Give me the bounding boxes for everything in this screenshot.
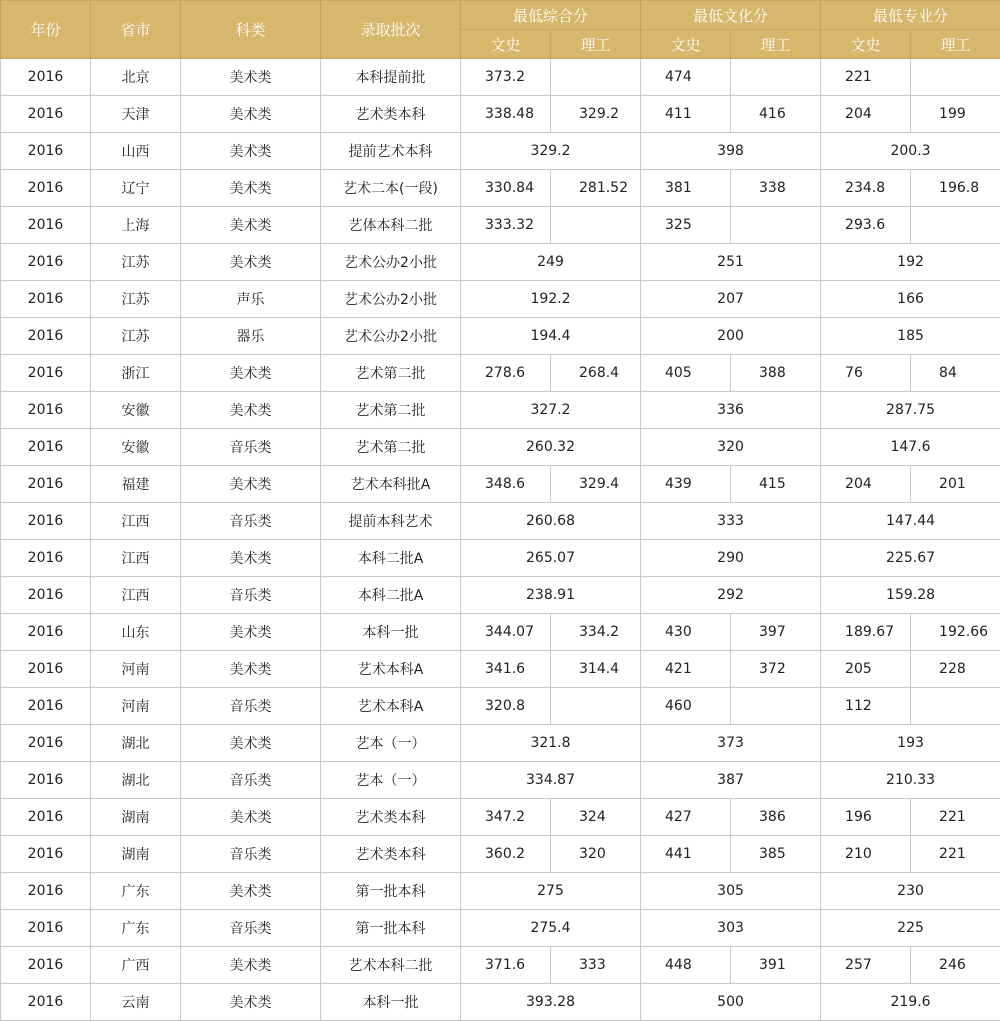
min-composite-score: 393.28	[461, 984, 641, 1021]
min-culture-score: 292	[641, 577, 821, 614]
year-cell: 2016	[1, 429, 91, 466]
year-cell: 2016	[1, 466, 91, 503]
min-major-arts: 234.8	[821, 170, 911, 207]
min-composite-score: 327.2	[461, 392, 641, 429]
min-culture-science	[731, 59, 821, 96]
batch-cell: 本科二批A	[321, 577, 461, 614]
province-cell: 浙江	[91, 355, 181, 392]
year-cell: 2016	[1, 170, 91, 207]
min-composite-science: 329.4	[551, 466, 641, 503]
province-cell: 上海	[91, 207, 181, 244]
category-cell: 美术类	[181, 947, 321, 984]
min-major-score: 287.75	[821, 392, 1000, 429]
year-cell: 2016	[1, 503, 91, 540]
min-major-arts: 221	[821, 59, 911, 96]
min-composite-science: 268.4	[551, 355, 641, 392]
min-culture-science: 372	[731, 651, 821, 688]
min-culture-science: 388	[731, 355, 821, 392]
subheader-arts: 文史	[641, 30, 731, 59]
table-row	[1, 836, 1000, 873]
table-row	[1, 133, 1000, 170]
min-culture-score: 251	[641, 244, 821, 281]
category-cell: 美术类	[181, 392, 321, 429]
header-min-culture: 最低文化分	[641, 1, 821, 30]
province-cell: 湖南	[91, 799, 181, 836]
table-row	[1, 429, 1000, 466]
category-cell: 音乐类	[181, 503, 321, 540]
category-cell: 美术类	[181, 725, 321, 762]
min-culture-arts: 441	[641, 836, 731, 873]
min-major-score: 159.28	[821, 577, 1000, 614]
province-cell: 河南	[91, 688, 181, 725]
table-row	[1, 910, 1000, 947]
min-culture-arts: 381	[641, 170, 731, 207]
batch-cell: 艺术公办2小批	[321, 244, 461, 281]
min-culture-science	[731, 688, 821, 725]
batch-cell: 艺术类本科	[321, 799, 461, 836]
min-major-arts: 196	[821, 799, 911, 836]
min-culture-score: 200	[641, 318, 821, 355]
subheader-arts: 文史	[461, 30, 551, 59]
min-composite-arts: 338.48	[461, 96, 551, 133]
table-row	[1, 651, 1000, 688]
category-cell: 美术类	[181, 651, 321, 688]
min-culture-score: 398	[641, 133, 821, 170]
batch-cell: 艺术本科二批	[321, 947, 461, 984]
year-cell: 2016	[1, 244, 91, 281]
province-cell: 江苏	[91, 281, 181, 318]
year-cell: 2016	[1, 984, 91, 1021]
batch-cell: 艺术类本科	[321, 96, 461, 133]
category-cell: 声乐	[181, 281, 321, 318]
min-culture-science: 397	[731, 614, 821, 651]
min-culture-science	[731, 207, 821, 244]
year-cell: 2016	[1, 947, 91, 984]
min-culture-science: 385	[731, 836, 821, 873]
province-cell: 广西	[91, 947, 181, 984]
category-cell: 音乐类	[181, 762, 321, 799]
min-major-score: 219.6	[821, 984, 1000, 1021]
category-cell: 美术类	[181, 984, 321, 1021]
table-row	[1, 207, 1000, 244]
table-row	[1, 984, 1000, 1021]
batch-cell: 艺术二本(一段)	[321, 170, 461, 207]
category-cell: 美术类	[181, 244, 321, 281]
table-row	[1, 614, 1000, 651]
min-culture-score: 305	[641, 873, 821, 910]
batch-cell: 艺术第二批	[321, 429, 461, 466]
table-row	[1, 281, 1000, 318]
min-culture-score: 373	[641, 725, 821, 762]
province-cell: 云南	[91, 984, 181, 1021]
min-major-science: 246	[911, 947, 1000, 984]
min-composite-science	[551, 207, 641, 244]
min-composite-score: 249	[461, 244, 641, 281]
province-cell: 江西	[91, 540, 181, 577]
table-row	[1, 355, 1000, 392]
min-composite-arts: 320.8	[461, 688, 551, 725]
min-composite-arts: 333.32	[461, 207, 551, 244]
min-composite-science: 320	[551, 836, 641, 873]
min-major-score: 225	[821, 910, 1000, 947]
year-cell: 2016	[1, 614, 91, 651]
table-body	[1, 59, 1000, 1021]
table-header	[1, 1, 1000, 59]
province-cell: 安徽	[91, 429, 181, 466]
province-cell: 山东	[91, 614, 181, 651]
year-cell: 2016	[1, 392, 91, 429]
min-composite-score: 194.4	[461, 318, 641, 355]
year-cell: 2016	[1, 873, 91, 910]
min-composite-score: 329.2	[461, 133, 641, 170]
min-composite-arts: 341.6	[461, 651, 551, 688]
min-culture-score: 500	[641, 984, 821, 1021]
header-min-composite: 最低综合分	[461, 1, 641, 30]
year-cell: 2016	[1, 96, 91, 133]
category-cell: 美术类	[181, 540, 321, 577]
min-major-score: 193	[821, 725, 1000, 762]
min-culture-score: 303	[641, 910, 821, 947]
province-cell: 湖北	[91, 762, 181, 799]
min-major-score: 230	[821, 873, 1000, 910]
batch-cell: 艺体本科二批	[321, 207, 461, 244]
category-cell: 美术类	[181, 614, 321, 651]
batch-cell: 提前艺术本科	[321, 133, 461, 170]
min-culture-science: 415	[731, 466, 821, 503]
batch-cell: 艺本（一）	[321, 725, 461, 762]
min-major-arts: 257	[821, 947, 911, 984]
batch-cell: 艺术本科批A	[321, 466, 461, 503]
min-composite-arts: 278.6	[461, 355, 551, 392]
min-composite-science: 314.4	[551, 651, 641, 688]
min-major-arts: 76	[821, 355, 911, 392]
province-cell: 河南	[91, 651, 181, 688]
min-composite-arts: 371.6	[461, 947, 551, 984]
min-culture-arts: 411	[641, 96, 731, 133]
header-year: 年份	[1, 1, 91, 59]
min-composite-score: 192.2	[461, 281, 641, 318]
year-cell: 2016	[1, 577, 91, 614]
min-culture-arts: 405	[641, 355, 731, 392]
min-culture-science: 386	[731, 799, 821, 836]
min-culture-score: 333	[641, 503, 821, 540]
year-cell: 2016	[1, 651, 91, 688]
year-cell: 2016	[1, 799, 91, 836]
subheader-science: 理工	[551, 30, 641, 59]
min-major-science	[911, 59, 1000, 96]
min-major-science	[911, 207, 1000, 244]
min-major-science: 84	[911, 355, 1000, 392]
batch-cell: 艺术公办2小批	[321, 281, 461, 318]
batch-cell: 本科一批	[321, 614, 461, 651]
min-major-science: 196.8	[911, 170, 1000, 207]
year-cell: 2016	[1, 725, 91, 762]
category-cell: 美术类	[181, 466, 321, 503]
category-cell: 音乐类	[181, 429, 321, 466]
min-composite-score: 260.32	[461, 429, 641, 466]
table-row	[1, 170, 1000, 207]
province-cell: 山西	[91, 133, 181, 170]
table-row	[1, 762, 1000, 799]
batch-cell: 艺术类本科	[321, 836, 461, 873]
batch-cell: 艺本（一）	[321, 762, 461, 799]
min-culture-score: 336	[641, 392, 821, 429]
year-cell: 2016	[1, 762, 91, 799]
min-major-science: 221	[911, 836, 1000, 873]
min-major-arts: 205	[821, 651, 911, 688]
min-composite-score: 334.87	[461, 762, 641, 799]
year-cell: 2016	[1, 207, 91, 244]
min-composite-score: 260.68	[461, 503, 641, 540]
min-composite-science	[551, 59, 641, 96]
min-major-arts: 204	[821, 96, 911, 133]
table-row	[1, 799, 1000, 836]
min-composite-science: 329.2	[551, 96, 641, 133]
province-cell: 广东	[91, 873, 181, 910]
province-cell: 安徽	[91, 392, 181, 429]
batch-cell: 艺术本科A	[321, 688, 461, 725]
min-composite-score: 275.4	[461, 910, 641, 947]
category-cell: 美术类	[181, 170, 321, 207]
min-composite-science	[551, 688, 641, 725]
min-culture-score: 320	[641, 429, 821, 466]
province-cell: 江西	[91, 577, 181, 614]
province-cell: 辽宁	[91, 170, 181, 207]
min-major-score: 185	[821, 318, 1000, 355]
min-culture-score: 290	[641, 540, 821, 577]
year-cell: 2016	[1, 59, 91, 96]
min-culture-science: 416	[731, 96, 821, 133]
min-composite-science: 324	[551, 799, 641, 836]
min-composite-arts: 373.2	[461, 59, 551, 96]
min-composite-arts: 347.2	[461, 799, 551, 836]
subheader-science: 理工	[731, 30, 821, 59]
category-cell: 音乐类	[181, 910, 321, 947]
category-cell: 美术类	[181, 96, 321, 133]
min-composite-score: 321.8	[461, 725, 641, 762]
min-major-arts: 204	[821, 466, 911, 503]
province-cell: 福建	[91, 466, 181, 503]
min-major-score: 192	[821, 244, 1000, 281]
subheader-arts: 文史	[821, 30, 911, 59]
min-culture-arts: 474	[641, 59, 731, 96]
batch-cell: 本科一批	[321, 984, 461, 1021]
province-cell: 湖北	[91, 725, 181, 762]
batch-cell: 艺术公办2小批	[321, 318, 461, 355]
category-cell: 美术类	[181, 799, 321, 836]
batch-cell: 本科二批A	[321, 540, 461, 577]
batch-cell: 艺术第二批	[321, 355, 461, 392]
min-composite-arts: 344.07	[461, 614, 551, 651]
province-cell: 江西	[91, 503, 181, 540]
min-composite-score: 238.91	[461, 577, 641, 614]
table-row	[1, 318, 1000, 355]
batch-cell: 艺术第二批	[321, 392, 461, 429]
province-cell: 湖南	[91, 836, 181, 873]
year-cell: 2016	[1, 133, 91, 170]
table-row	[1, 96, 1000, 133]
min-composite-arts: 360.2	[461, 836, 551, 873]
min-major-science: 192.66	[911, 614, 1000, 651]
category-cell: 音乐类	[181, 577, 321, 614]
table-row	[1, 540, 1000, 577]
province-cell: 江苏	[91, 318, 181, 355]
table-row	[1, 392, 1000, 429]
table-row	[1, 873, 1000, 910]
min-culture-score: 207	[641, 281, 821, 318]
table-row	[1, 466, 1000, 503]
header-category: 科类	[181, 1, 321, 59]
min-composite-science: 281.52	[551, 170, 641, 207]
min-culture-science: 391	[731, 947, 821, 984]
min-composite-score: 275	[461, 873, 641, 910]
min-composite-science: 333	[551, 947, 641, 984]
min-major-science: 201	[911, 466, 1000, 503]
year-cell: 2016	[1, 281, 91, 318]
batch-cell: 第一批本科	[321, 873, 461, 910]
category-cell: 美术类	[181, 207, 321, 244]
table-row	[1, 947, 1000, 984]
min-major-science: 199	[911, 96, 1000, 133]
table-row	[1, 244, 1000, 281]
min-major-score: 225.67	[821, 540, 1000, 577]
min-culture-arts: 430	[641, 614, 731, 651]
min-culture-arts: 448	[641, 947, 731, 984]
min-culture-score: 387	[641, 762, 821, 799]
category-cell: 美术类	[181, 355, 321, 392]
min-major-science	[911, 688, 1000, 725]
year-cell: 2016	[1, 355, 91, 392]
year-cell: 2016	[1, 688, 91, 725]
category-cell: 美术类	[181, 59, 321, 96]
min-major-score: 166	[821, 281, 1000, 318]
batch-cell: 提前本科艺术	[321, 503, 461, 540]
min-culture-arts: 325	[641, 207, 731, 244]
min-major-science: 228	[911, 651, 1000, 688]
header-batch: 录取批次	[321, 1, 461, 59]
year-cell: 2016	[1, 540, 91, 577]
category-cell: 美术类	[181, 873, 321, 910]
min-major-score: 210.33	[821, 762, 1000, 799]
table-row	[1, 688, 1000, 725]
province-cell: 江苏	[91, 244, 181, 281]
min-major-arts: 293.6	[821, 207, 911, 244]
min-major-science: 221	[911, 799, 1000, 836]
min-major-arts: 210	[821, 836, 911, 873]
province-cell: 广东	[91, 910, 181, 947]
min-culture-arts: 460	[641, 688, 731, 725]
table-row	[1, 59, 1000, 96]
min-major-arts: 112	[821, 688, 911, 725]
category-cell: 音乐类	[181, 836, 321, 873]
min-major-arts: 189.67	[821, 614, 911, 651]
province-cell: 天津	[91, 96, 181, 133]
year-cell: 2016	[1, 836, 91, 873]
min-composite-science: 334.2	[551, 614, 641, 651]
subheader-science: 理工	[911, 30, 1000, 59]
table-row	[1, 577, 1000, 614]
min-culture-science: 338	[731, 170, 821, 207]
header-min-major: 最低专业分	[821, 1, 1000, 30]
batch-cell: 本科提前批	[321, 59, 461, 96]
min-culture-arts: 439	[641, 466, 731, 503]
batch-cell: 第一批本科	[321, 910, 461, 947]
min-composite-score: 265.07	[461, 540, 641, 577]
batch-cell: 艺术本科A	[321, 651, 461, 688]
year-cell: 2016	[1, 318, 91, 355]
min-culture-arts: 421	[641, 651, 731, 688]
min-major-score: 147.6	[821, 429, 1000, 466]
min-composite-arts: 330.84	[461, 170, 551, 207]
min-major-score: 147.44	[821, 503, 1000, 540]
min-major-score: 200.3	[821, 133, 1000, 170]
table-row	[1, 503, 1000, 540]
category-cell: 美术类	[181, 133, 321, 170]
province-cell: 北京	[91, 59, 181, 96]
header-province: 省市	[91, 1, 181, 59]
table-row	[1, 725, 1000, 762]
category-cell: 器乐	[181, 318, 321, 355]
min-culture-arts: 427	[641, 799, 731, 836]
year-cell: 2016	[1, 910, 91, 947]
min-composite-arts: 348.6	[461, 466, 551, 503]
category-cell: 音乐类	[181, 688, 321, 725]
